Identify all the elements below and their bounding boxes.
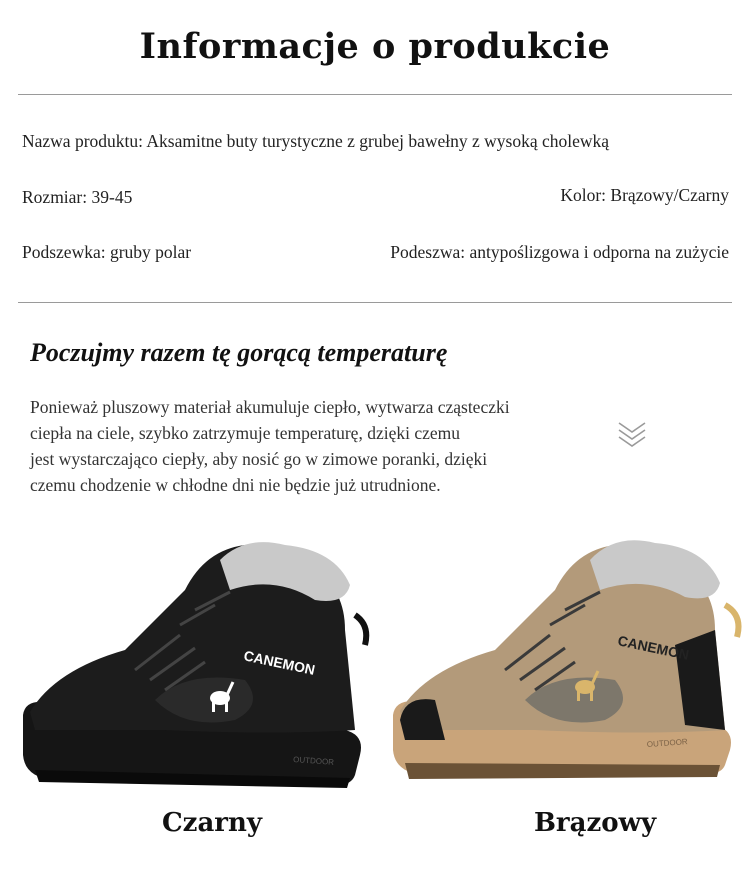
feature-line: jest wystarczająco ciepły, aby nosić go w zimowe poranki, dzięki bbox=[30, 449, 488, 469]
feature-line: czemu chodzenie w chłodne dni nie będzie już utrudnione. bbox=[30, 475, 441, 495]
double-chevron-down-icon bbox=[615, 418, 649, 450]
feature-line: Ponieważ pluszowy materiał akumuluje ciepło, wytwarza cząsteczki bbox=[30, 397, 510, 417]
boot-brown-brand: CANEMON bbox=[616, 632, 691, 663]
page-title: Informacje o produkcie bbox=[139, 26, 611, 67]
boot-black-sole-text: OUTDOOR bbox=[292, 755, 335, 767]
spec-size: Rozmiar: 39-45 bbox=[22, 187, 133, 207]
spec-lining: Podszewka: gruby polar bbox=[22, 242, 192, 262]
feature-description bbox=[30, 394, 600, 498]
spec-color: Kolor: Brązowy/Czarny bbox=[560, 185, 729, 205]
spec-product-name: Nazwa produktu: Aksamitne buty turystyczne z grubej bawełny z wysoką cholewką bbox=[22, 131, 610, 151]
spec-sole: Podeszwa: antypoślizgowa i odporna na zużycie bbox=[390, 242, 729, 262]
label-brown: Brązowy bbox=[533, 808, 657, 838]
feature-line: ciepła na ciele, szybko zatrzymuje temperaturę, dzięki czemu bbox=[30, 423, 460, 443]
boot-black-brand: CANEMON bbox=[242, 647, 317, 678]
boot-image-brown bbox=[385, 525, 745, 795]
divider-top bbox=[18, 94, 732, 95]
boot-brown-sole-text: OUTDOOR bbox=[646, 737, 688, 749]
feature-headline: Poczujmy razem tę gorącą temperaturę bbox=[30, 338, 448, 367]
label-black: Czarny bbox=[161, 808, 262, 838]
boot-image-black bbox=[15, 530, 375, 800]
divider-bottom bbox=[18, 302, 732, 303]
